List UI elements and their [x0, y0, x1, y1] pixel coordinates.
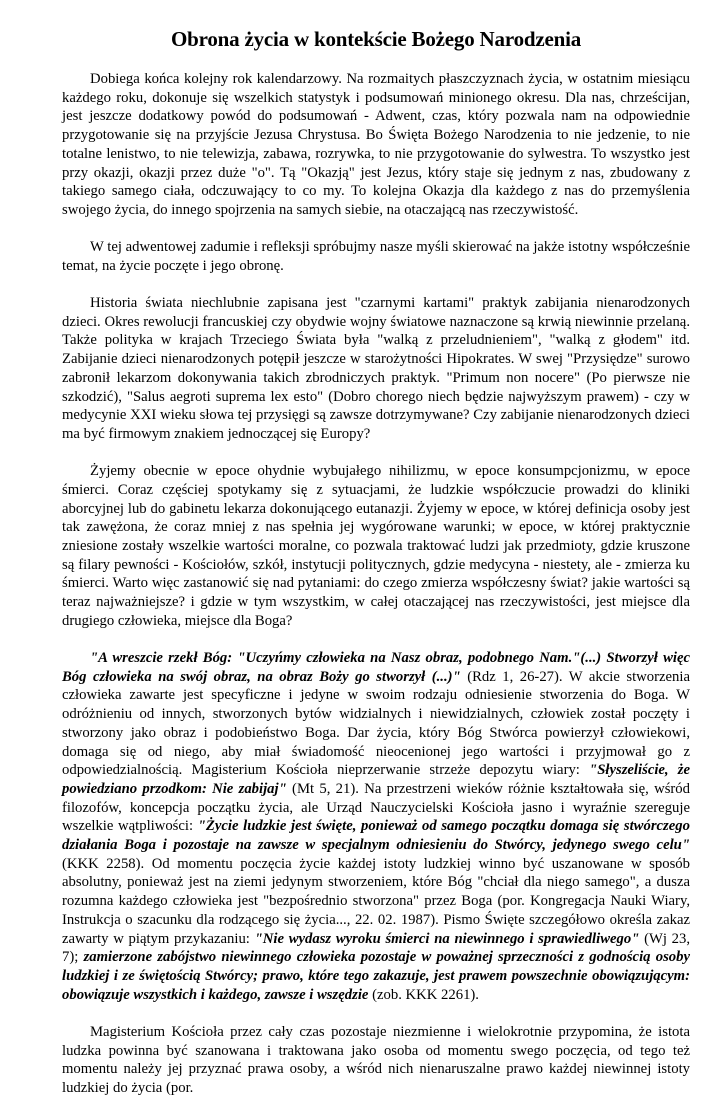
quote-exodus: "Nie wydasz wyroku śmierci na niewinnego i sprawiedliwego"	[254, 930, 640, 947]
document-page	[62, 26, 690, 1116]
text-segment: (Mt 5, 21). Na przestrzeni wieków różnie kształtowała się, wśród filozofów, koncepcja początku życia, ale Urząd Nauczycielski Kościoła jasno i wyraźnie szereguje wszelkie wątpliwości:	[62, 780, 690, 835]
document-title: Obrona życia w kontekście Bożego Narodzenia	[170, 27, 582, 51]
paragraph-topic: W tej adwentowej zadumie i refleksji spróbujmy nasze myśli skierować na jakże istotny współcześnie temat, na życie poczęte i jego obronę.	[62, 239, 690, 274]
text-segment: (zob. KKK 2261).	[368, 986, 479, 1003]
quote-kkk-2258: "Życie ludzkie jest święte, ponieważ od samego początku domaga się stwórczego działania Boga i pozostaje na zawsze w specjalnym odniesieniu do Stwórcy, jedynego swego celu"	[62, 818, 690, 854]
paragraph-history: Historia świata niechlubnie zapisana jest "czarnymi kartami" praktyk zabijania nienarodzonych dzieci. Okres rewolucji francuskiej czy obydwie wojny światowe naznaczone są krwią niewinnie przelaną. Także polityka w krajach Trzeciego Świata była "walką z przeludnieniem", "walką z głodem" itd. Zabijanie dzieci nienarodzonych potępił jeszcze w starożytności Hipokrates. W swej "Przysiędze" surowo zabronił lekarzom dokonywania takich zbrodniczych praktyk. "Primum non nocere" (Po pierwsze nie szkodzić), "Salus aegroti suprema lex esto" (Dobro chorego niech będzie najwyższym prawem) - czy w medycynie XXI wieku słowa tej przysięgi są zawsze dotrzymywane? Czy zabijanie nienarodzonych dzieci ma być firmowym znakiem jednoczącej się Europy?	[62, 295, 690, 442]
paragraph-creation	[62, 649, 690, 1004]
paragraph-magisterium: Magisterium Kościoła przez cały czas pozostaje niezmienne i wielokrotnie przypomina, że istota ludzka powinna być szanowana i traktowana jako osoba od momentu swego poczęcia, od tego też momentu należy jej przyznać prawa osoby, a wśród nich nienaruszalne prawo każdej niewinnej istoty ludzkiej do życia (por.	[62, 1023, 690, 1096]
text-segment: (Wj 23, 7);	[62, 930, 690, 966]
text-segment: (Rdz 1, 26-27). W akcie stworzenia człowieka zawarte jest specyficzne i jedyne w swoim rodzaju odniesienie stworzenia do Boga. W odróżnieniu od innych, stworzonych bytów widzialnych i niewidzialnych, człowiek został poczęty i stworzony jako obraz i podobieństwo Boga. Dar życia, który Bóg Stwórca powierzył człowiekowi, domaga się od niego, aby miał świadomość nieocenionej jego wartości i przyjmował go z odpowiedzialnością. Magisterium Kościoła nieprzerwanie strzeże depozytu wiary:	[62, 668, 690, 779]
quote-matthew: "Słyszeliście, że powiedziano przodkom: Nie zabijaj"	[62, 762, 691, 797]
quote-genesis: "A wreszcie rzekł Bóg: "Uczyńmy człowieka na Nasz obraz, podobnego Nam."(...) Stworzył więc Bóg człowieka na swój obraz, na obraz Boży go stworzył (...)"	[62, 649, 690, 685]
paragraph-advent-intro: Dobiega końca kolejny rok kalendarzowy. Na rozmaitych płaszczyznach życia, w ostatnim miesiącu każdego roku, dokonuje się wszelkich statystyk i podsumowań minionego okresu. Dla nas, chrześcijan, jest jeszcze dodatkowy powód do podsumowań - Adwent, czas, który pozwala nam na odpowiednie przygotowanie się na przyjście Jezusa Chrystusa. Bo Święta Bożego Narodzenia to nie jedzenie, to nie totalne lenistwo, to nie telewizja, zabawa, rozrywka, to nie przygotowanie do sylwestra. To wszystko jest przy okazji, okazji przez duże "o". Tą "Okazją" jest Jezus, który staje się jednym z nas, zbudowany z takiego samego ciała, odczuwający to co my. To kolejna Okazja dla każdego z nas do przemyślenia swojego życia, do innego spojrzenia na samych siebie, na otaczającą nas rzeczywistość.	[62, 71, 690, 218]
text-segment: (KKK 2258). Od momentu poczęcia życie każdej istoty ludzkiej winno być uszanowane w sposób absolutny, ponieważ jest na ziemi jedynym stworzeniem, które Bóg "chciał dla niego samego", a dusza rozumna każdego człowieka jest "bezpośrednio stworzona" przez Boga (por. Kongregacja Nauki Wiary, Instrukcja o szacunku dla rodzącego się życia..., 22. 02. 1987). Pismo Święte szczegółowo określa zakaz zawarty w piątym przykazaniu:	[62, 855, 690, 947]
paragraph-nihilism: Żyjemy obecnie w epoce ohydnie wybujałego nihilizmu, w epoce konsumpcjonizmu, w epoce śmierci. Coraz częściej spotykamy się z sytuacjami, że ludzkie współczucie prowadzi do kliniki aborcyjnej lub do gabinetu lekarza dokonującego eutanazji. Żyjemy w epoce, w której definicja osoby jest tak zawężona, że coraz mniej z nas spełnia jej wygórowane warunki; w epoce, w której praktycznie zniesione zostały wszelkie wartości moralne, co pozwala traktować ludzi jak przedmioty, gdzie kruszone są filary pewności - Kościołów, szkół, instytucji politycznych, gdzie medycyna - niestety, ale - zmierza ku śmierci. Warto więc zastanowić się nad pytaniami: do czego zmierza współczesny świat? jakie wartości są teraz najważniejsze? i gdzie w tym wszystkim, w całej otaczającej nas rzeczywistości, jest miejsce dla drugiego człowieka, miejsce dla Boga?	[62, 463, 690, 629]
quote-kkk-2261: zamierzone zabójstwo niewinnego człowieka pozostaje w poważnej sprzeczności z godnością osoby ludzkiej i ze świętością Stwórcy; prawo, które tego zakazuje, jest prawem powszechnie obowiązującym: obowiązuje wszystkich i każdego, zawsze i wszędzie	[62, 949, 690, 1003]
